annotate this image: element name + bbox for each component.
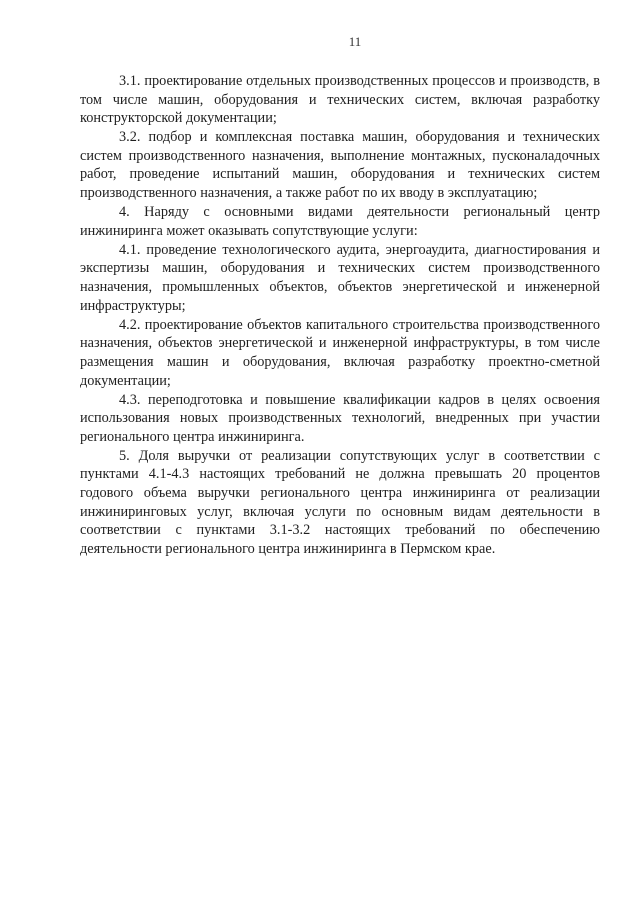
paragraph-3-2: 3.2. подбор и комплексная поставка машин, оборудования и технических систем производственного назначения, выполнение монтажных, пусконаладочных работ, проведение испытаний машин, оборудования и технических систем производственного назначения, а также работ по их вводу в эксплуатацию; — [80, 129, 600, 202]
paragraph-4-1: 4.1. проведение технологического аудита, энергоаудита, диагностирования и экспертизы машин, оборудования и технических систем производственного назначения, промышленных объектов, объектов энергетической и инженерной инфраструктуры; — [80, 241, 600, 314]
paragraph-3-1: 3.1. проектирование отдельных производственных процессов и производств, в том числе машин, оборудования и технических систем, включая разработку конструкторской документации; — [80, 73, 600, 127]
paragraph-4-2: 4.2. проектирование объектов капитального строительства производственного назначения, объектов энергетической и инженерной инфраструктуры, в том числе размещения машин и оборудования, включая разработку проектно-сметной документации; — [80, 316, 600, 389]
page-number: 11 — [348, 34, 362, 49]
paragraph-5: 5. Доля выручки от реализации сопутствующих услуг в соответствии с пунктами 4.1-4.3 настоящих требований не должна превышать 20 процентов годового объема выручки регионального центра инжиниринга от реализации инжиниринговых услуг, включая услуги по основным видам деятельности в соответствии с пунктами 3.1-3.2 настоящих требований по обеспечению деятельности регионального центра инжиниринга в Пермском крае. — [80, 447, 600, 557]
paragraph-4-3: 4.3. переподготовка и повышение квалификации кадров в целях освоения использования новых производственных технологий, внедренных при участии регионального центра инжиниринга. — [80, 391, 600, 445]
paragraph-4: 4. Наряду с основными видами деятельности региональный центр инжиниринга может оказывать сопутствующие услуги: — [80, 204, 600, 239]
